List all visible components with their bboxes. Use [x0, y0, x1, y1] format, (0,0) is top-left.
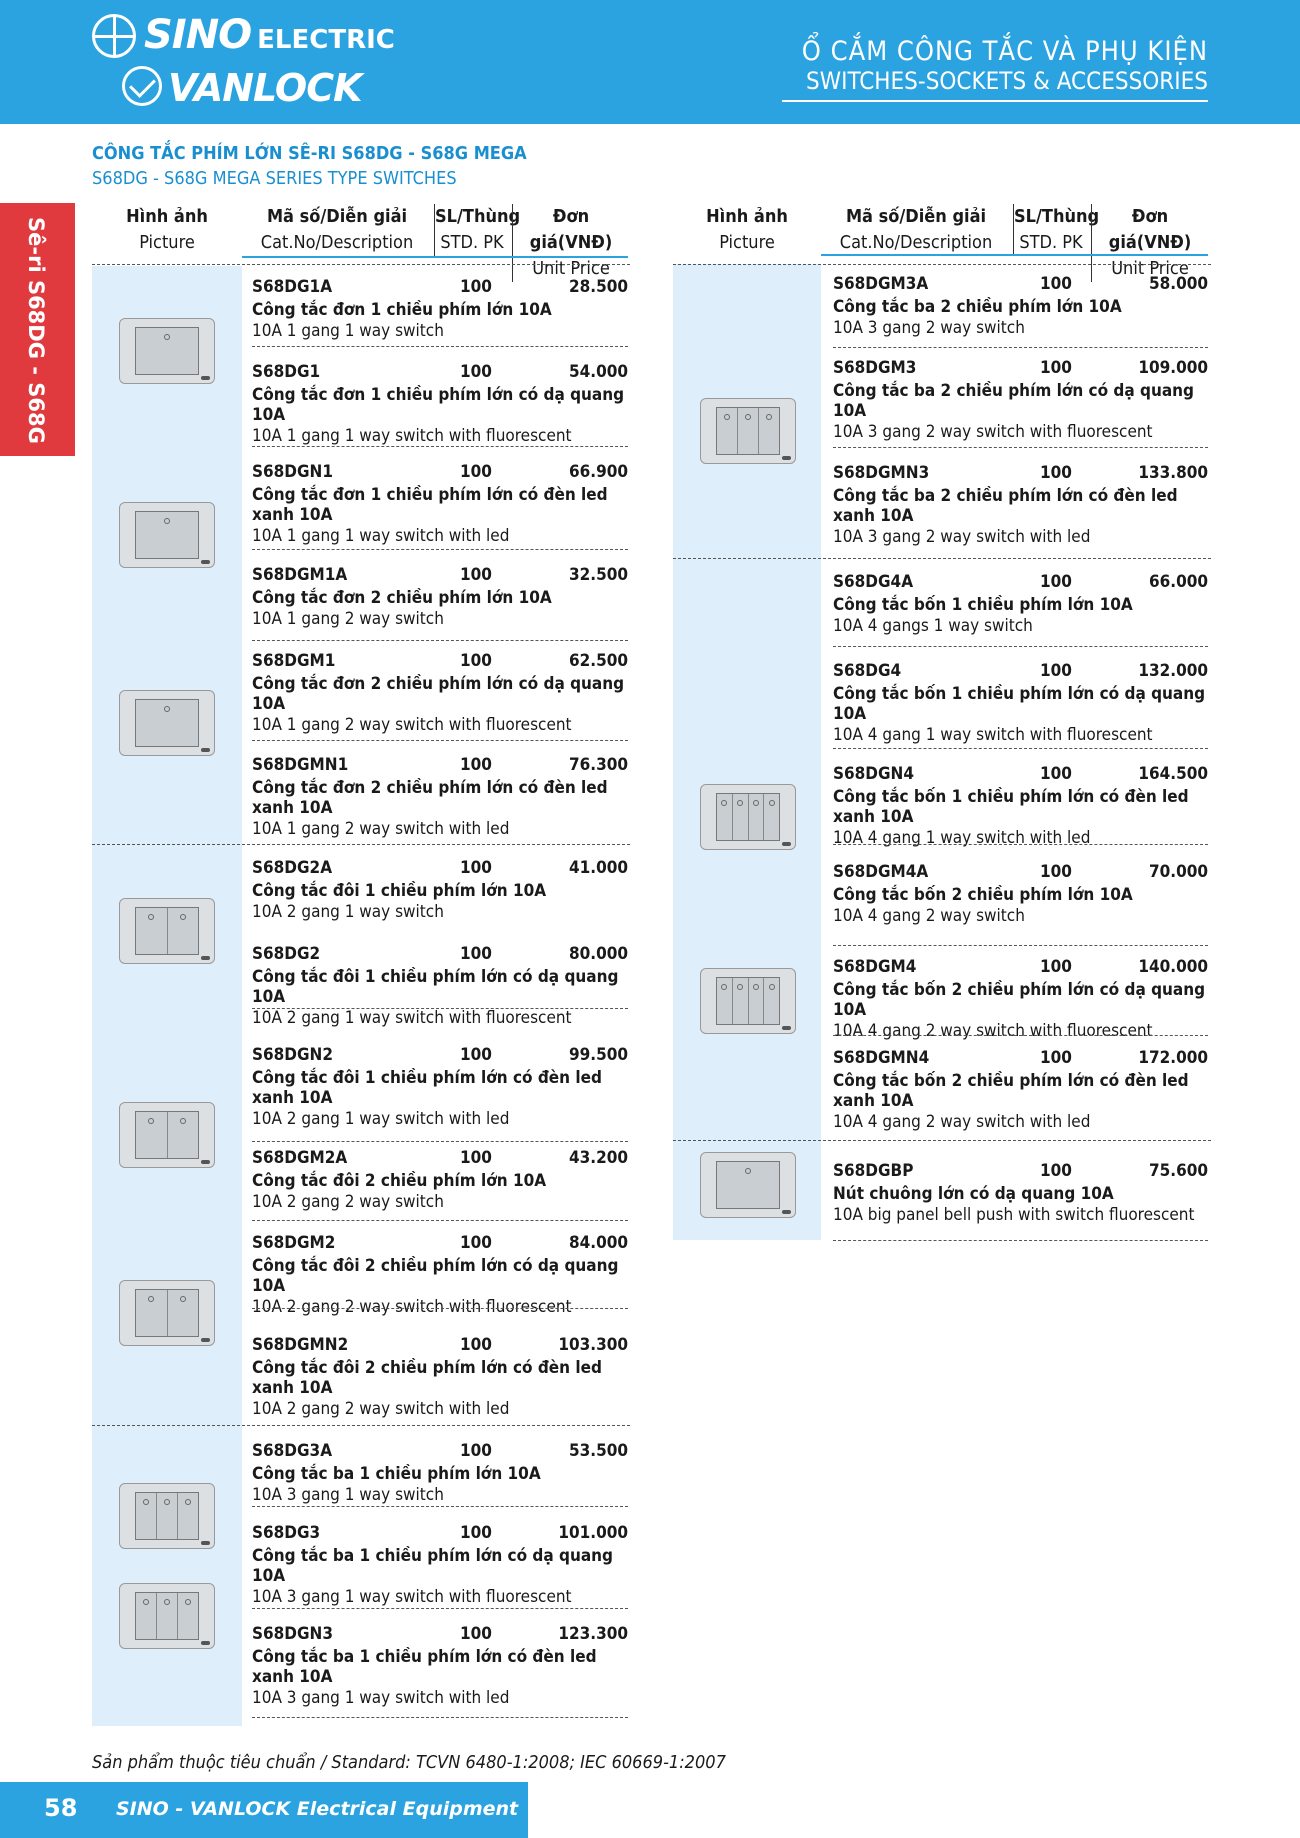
product-name-en: 10A 2 gang 1 way switch with led — [252, 1109, 510, 1129]
switch-picture — [119, 1280, 215, 1346]
product-item — [252, 277, 628, 367]
product-code: S68DGM4 — [833, 957, 917, 977]
page-number: 58 — [44, 1794, 78, 1822]
product-item — [252, 462, 628, 552]
product-code: S68DGN3 — [252, 1624, 333, 1644]
switch-key — [168, 1112, 199, 1158]
section-title — [92, 143, 527, 189]
row-divider — [252, 640, 628, 641]
col-price: Đơn giá(VNĐ) Unit Price — [1091, 204, 1208, 282]
product-qty: 100 — [460, 1148, 492, 1168]
switch-key — [178, 1493, 198, 1539]
switch-key — [157, 1593, 178, 1639]
row-divider — [673, 558, 1211, 559]
product-price: 164.500 — [1138, 764, 1208, 784]
product-name-en: 10A 4 gang 2 way switch with fluorescent — [833, 1021, 1153, 1041]
product-name-vn: Công tắc bốn 1 chiều phím lớn 10A — [833, 595, 1133, 615]
brand-mark-icon — [782, 456, 791, 460]
product-item — [833, 862, 1208, 952]
switch-key — [136, 1493, 157, 1539]
product-price: 172.000 — [1138, 1048, 1208, 1068]
switch-picture — [119, 318, 215, 384]
product-name-vn: Công tắc đôi 1 chiều phím lớn 10A — [252, 881, 547, 901]
product-name-en: 10A 4 gang 2 way switch — [833, 906, 1025, 926]
product-price: 80.000 — [568, 944, 628, 964]
product-item — [252, 1335, 628, 1425]
product-item — [252, 1441, 628, 1531]
row-divider — [252, 549, 628, 550]
col-description: Mã số/Diễn giải Cat.No/Description — [839, 206, 993, 253]
product-item — [833, 463, 1208, 553]
product-name-vn: Công tắc bốn 1 chiều phím lớn có đèn led xanh 10A — [833, 787, 1189, 827]
col-description: Mã số/Diễn giải Cat.No/Description — [260, 206, 414, 253]
product-name-en: 10A 4 gangs 1 way switch — [833, 616, 1033, 636]
product-price: 123.300 — [558, 1624, 628, 1644]
product-code: S68DG1A — [252, 277, 333, 297]
brand-mark-icon — [201, 376, 210, 380]
product-item — [833, 572, 1208, 662]
product-name-vn: Công tắc đơn 1 chiều phím lớn 10A — [252, 300, 552, 320]
product-name-en: 10A 3 gang 2 way switch — [833, 318, 1025, 338]
product-code: S68DG3 — [252, 1523, 321, 1543]
row-divider — [833, 748, 1208, 749]
switch-key — [764, 978, 779, 1024]
product-item — [833, 661, 1208, 751]
row-divider — [252, 1220, 628, 1221]
product-name-vn: Công tắc bốn 2 chiều phím lớn có dạ quang 10A — [833, 980, 1206, 1020]
row-divider — [252, 1717, 628, 1718]
switch-picture — [700, 784, 796, 850]
row-divider — [92, 1425, 630, 1426]
product-name-en: 10A 3 gang 1 way switch with fluorescent — [252, 1587, 572, 1607]
product-code: S68DGMN4 — [833, 1048, 930, 1068]
product-code: S68DG4 — [833, 661, 902, 681]
product-item — [833, 274, 1208, 364]
catalog-title-en: SWITCHES-SOCKETS & ACCESSORIES — [806, 67, 1208, 95]
switch-key — [136, 908, 168, 954]
switch-picture — [119, 1483, 215, 1549]
product-code: S68DG1 — [252, 362, 321, 382]
product-price: 75.600 — [1148, 1161, 1208, 1181]
product-name-en: 10A 2 gang 2 way switch with fluorescent — [252, 1297, 572, 1317]
product-name-en: 10A 2 gang 2 way switch — [252, 1192, 444, 1212]
product-qty: 100 — [460, 1441, 492, 1461]
switch-key — [136, 512, 198, 558]
row-divider — [252, 1506, 628, 1507]
product-code: S68DG2 — [252, 944, 321, 964]
col-qty: SL/Thùng STD. PK — [434, 204, 509, 256]
product-qty: 100 — [460, 1523, 492, 1543]
product-qty: 100 — [460, 858, 492, 878]
product-price: 62.500 — [568, 651, 628, 671]
product-item — [252, 1233, 628, 1323]
product-name-vn: Công tắc đơn 2 chiều phím lớn có đèn led xanh 10A — [252, 778, 608, 818]
product-qty: 100 — [1040, 1048, 1072, 1068]
product-qty: 100 — [460, 362, 492, 382]
switch-key — [168, 1290, 199, 1336]
switch-picture — [119, 898, 215, 964]
switch-picture — [700, 968, 796, 1034]
switch-key — [749, 794, 765, 840]
switch-key — [759, 408, 779, 454]
series-side-tab-label: Sê-ri S68DG - S68G — [24, 217, 48, 444]
product-name-en: 10A 4 gang 2 way switch with led — [833, 1112, 1091, 1132]
product-code: S68DGM3 — [833, 358, 917, 378]
header-divider-left — [92, 264, 630, 265]
product-item — [252, 1045, 628, 1135]
switch-key — [733, 978, 749, 1024]
product-price: 99.500 — [568, 1045, 628, 1065]
product-price: 133.800 — [1138, 463, 1208, 483]
product-price: 43.200 — [568, 1148, 628, 1168]
product-item — [833, 764, 1208, 854]
vanlock-emblem-icon — [122, 66, 162, 106]
switch-key — [749, 978, 765, 1024]
product-name-vn: Công tắc ba 2 chiều phím lớn có dạ quang 10A — [833, 381, 1195, 421]
product-name-vn: Công tắc đơn 2 chiều phím lớn 10A — [252, 588, 552, 608]
product-name-en: 10A 1 gang 2 way switch with fluorescent — [252, 715, 572, 735]
product-item — [833, 957, 1208, 1047]
switch-key — [136, 1112, 168, 1158]
product-price: 140.000 — [1138, 957, 1208, 977]
brand-mark-icon — [782, 1026, 791, 1030]
switch-key — [733, 794, 749, 840]
col-picture: Hình ảnh Picture — [706, 206, 788, 253]
product-qty: 100 — [1040, 463, 1072, 483]
product-qty: 100 — [1040, 572, 1072, 592]
row-divider — [252, 446, 628, 447]
product-code: S68DGM4A — [833, 862, 929, 882]
product-item — [252, 1523, 628, 1613]
switch-key — [136, 1593, 157, 1639]
catalog-title-vn: Ổ CẮM CÔNG TẮC VÀ PHỤ KIỆN — [801, 36, 1208, 67]
col-price: Đơn giá(VNĐ) Unit Price — [512, 204, 629, 282]
product-price: 28.500 — [568, 277, 628, 297]
product-qty: 100 — [460, 651, 492, 671]
product-name-vn: Công tắc đơn 1 chiều phím lớn có đèn led xanh 10A — [252, 485, 608, 525]
switch-key — [717, 794, 733, 840]
product-code: S68DG4A — [833, 572, 914, 592]
brand-mark-icon — [201, 1160, 210, 1164]
product-price: 66.900 — [568, 462, 628, 482]
row-divider — [92, 844, 630, 845]
switch-key — [717, 1162, 779, 1208]
product-price: 132.000 — [1138, 661, 1208, 681]
row-divider — [252, 1141, 628, 1142]
product-code: S68DGM1A — [252, 565, 348, 585]
page-header — [0, 0, 1300, 124]
product-item — [252, 362, 628, 452]
product-name-en: 10A 1 gang 2 way switch — [252, 609, 444, 629]
product-item — [252, 858, 628, 948]
product-qty: 100 — [1040, 358, 1072, 378]
brand-mark-icon — [201, 1641, 210, 1645]
series-side-tab — [0, 203, 75, 456]
header-divider-right — [673, 264, 1211, 265]
row-divider — [833, 1240, 1208, 1241]
brand-mark-icon — [201, 560, 210, 564]
product-name-vn: Công tắc ba 1 chiều phím lớn có dạ quang 10A — [252, 1546, 614, 1586]
product-qty: 100 — [1040, 274, 1072, 294]
product-price: 76.300 — [568, 755, 628, 775]
product-name-en: 10A 2 gang 1 way switch with fluorescent — [252, 1008, 572, 1028]
product-qty: 100 — [460, 1045, 492, 1065]
product-item — [252, 1148, 628, 1238]
product-qty: 100 — [1040, 661, 1072, 681]
page-footer — [0, 1782, 528, 1838]
product-item — [833, 358, 1208, 448]
switch-key — [168, 908, 199, 954]
product-name-vn: Công tắc đôi 2 chiều phím lớn có dạ quang 10A — [252, 1256, 619, 1296]
product-price: 70.000 — [1148, 862, 1208, 882]
row-divider — [833, 1035, 1208, 1036]
switch-picture — [700, 1152, 796, 1218]
product-name-vn: Công tắc đơn 1 chiều phím lớn có dạ quang 10A — [252, 385, 625, 425]
product-code: S68DGMN3 — [833, 463, 930, 483]
product-name-en: 10A 4 gang 1 way switch with led — [833, 828, 1091, 848]
product-name-vn: Công tắc đơn 2 chiều phím lớn có dạ quang 10A — [252, 674, 625, 714]
switch-key — [136, 700, 198, 746]
product-name-vn: Công tắc bốn 2 chiều phím lớn có đèn led xanh 10A — [833, 1071, 1189, 1111]
brand-mark-icon — [201, 1338, 210, 1342]
switch-key — [157, 1493, 178, 1539]
product-name-vn: Công tắc đôi 2 chiều phím lớn 10A — [252, 1171, 547, 1191]
product-qty: 100 — [1040, 957, 1072, 977]
product-item — [252, 1624, 628, 1714]
product-name-en: 10A 3 gang 2 way switch with fluorescent — [833, 422, 1153, 442]
brand-mark-icon — [782, 842, 791, 846]
product-qty: 100 — [1040, 862, 1072, 882]
product-code: S68DGM2 — [252, 1233, 336, 1253]
product-code: S68DGN1 — [252, 462, 333, 482]
row-divider — [252, 740, 628, 741]
footer-brand: SINO - VANLOCK Electrical Equipment — [116, 1798, 519, 1820]
header-underline-right — [821, 254, 1208, 256]
product-name-en: 10A 1 gang 1 way switch — [252, 321, 444, 341]
product-qty: 100 — [460, 277, 492, 297]
product-item — [252, 755, 628, 845]
standard-note: Sản phẩm thuộc tiêu chuẩn / Standard: TCVN 6480-1:2008; IEC 60669-1:2007 — [92, 1752, 726, 1773]
product-item — [833, 1048, 1208, 1138]
product-name-vn: Nút chuông lớn có dạ quang 10A — [833, 1184, 1114, 1204]
product-name-en: 10A 1 gang 1 way switch with fluorescent — [252, 426, 572, 446]
product-price: 41.000 — [568, 858, 628, 878]
product-qty: 100 — [460, 1335, 492, 1355]
product-name-vn: Công tắc đôi 1 chiều phím lớn có dạ quang 10A — [252, 967, 619, 1007]
product-code: S68DGM3A — [833, 274, 929, 294]
row-divider — [833, 646, 1208, 647]
product-price: 32.500 — [568, 565, 628, 585]
product-name-vn: Công tắc ba 1 chiều phím lớn có đèn led xanh 10A — [252, 1647, 597, 1687]
switch-picture — [119, 1102, 215, 1168]
switch-key — [717, 408, 738, 454]
row-divider — [252, 1008, 628, 1009]
product-price: 101.000 — [558, 1523, 628, 1543]
product-name-en: 10A 3 gang 1 way switch with led — [252, 1688, 510, 1708]
product-qty: 100 — [460, 1233, 492, 1253]
product-price: 58.000 — [1148, 274, 1208, 294]
brand-logo — [92, 10, 395, 118]
product-name-vn: Công tắc bốn 1 chiều phím lớn có dạ quang 10A — [833, 684, 1206, 724]
row-divider — [252, 1608, 628, 1609]
brand-mark-icon — [201, 956, 210, 960]
switch-key — [764, 794, 779, 840]
product-item — [252, 565, 628, 655]
product-name-en: 10A 1 gang 2 way switch with led — [252, 819, 510, 839]
product-name-en: 10A 3 gang 2 way switch with led — [833, 527, 1091, 547]
col-qty: SL/Thùng STD. PK — [1013, 204, 1088, 256]
column-header-left — [92, 204, 630, 279]
row-divider — [833, 347, 1208, 348]
product-price: 103.300 — [558, 1335, 628, 1355]
product-code: S68DG2A — [252, 858, 333, 878]
globe-icon — [92, 14, 136, 58]
row-divider — [252, 346, 628, 347]
switch-key — [136, 328, 198, 374]
product-name-en: 10A 4 gang 1 way switch with fluorescent — [833, 725, 1153, 745]
product-name-vn: Công tắc ba 2 chiều phím lớn 10A — [833, 297, 1122, 317]
product-name-vn: Công tắc bốn 2 chiều phím lớn 10A — [833, 885, 1133, 905]
product-qty: 100 — [460, 1624, 492, 1644]
product-qty: 100 — [460, 944, 492, 964]
catalog-title — [802, 36, 1208, 95]
brand-mark-icon — [201, 1541, 210, 1545]
product-price: 84.000 — [568, 1233, 628, 1253]
brand-mark-icon — [201, 748, 210, 752]
product-item — [252, 651, 628, 741]
switch-picture — [700, 398, 796, 464]
product-name-vn: Công tắc ba 2 chiều phím lớn có đèn led xanh 10A — [833, 486, 1178, 526]
header-underline-left — [242, 256, 628, 258]
product-price: 53.500 — [568, 1441, 628, 1461]
product-item — [252, 944, 628, 1034]
brand-vanlock: VANLOCK — [168, 66, 362, 110]
header-rule — [782, 100, 1208, 102]
row-divider — [833, 945, 1208, 946]
row-divider — [673, 1140, 1211, 1141]
product-code: S68DGMN1 — [252, 755, 349, 775]
product-name-en: 10A 2 gang 1 way switch — [252, 902, 444, 922]
product-code: S68DGN4 — [833, 764, 914, 784]
row-divider — [252, 1308, 628, 1309]
product-name-en: 10A 2 gang 2 way switch with led — [252, 1399, 510, 1419]
product-code: S68DGM1 — [252, 651, 336, 671]
product-qty: 100 — [1040, 1161, 1072, 1181]
switch-key — [717, 978, 733, 1024]
product-price: 54.000 — [568, 362, 628, 382]
switch-picture — [119, 1583, 215, 1649]
switch-key — [136, 1290, 168, 1336]
product-name-en: 10A big panel bell push with switch fluorescent — [833, 1205, 1195, 1225]
product-code: S68DGMN2 — [252, 1335, 349, 1355]
product-name-en: 10A 1 gang 1 way switch with led — [252, 526, 510, 546]
product-code: S68DG3A — [252, 1441, 333, 1461]
product-item — [833, 1161, 1208, 1251]
product-code: S68DGN2 — [252, 1045, 333, 1065]
product-name-vn: Công tắc đôi 1 chiều phím lớn có đèn led xanh 10A — [252, 1068, 602, 1108]
product-qty: 100 — [460, 755, 492, 775]
switch-key — [738, 408, 759, 454]
product-qty: 100 — [460, 565, 492, 585]
col-picture: Hình ảnh Picture — [126, 206, 208, 253]
brand-sino: SINO ELECTRIC — [144, 12, 395, 58]
row-divider — [833, 447, 1208, 448]
product-name-en: 10A 3 gang 1 way switch — [252, 1485, 444, 1505]
product-price: 66.000 — [1148, 572, 1208, 592]
product-qty: 100 — [460, 462, 492, 482]
brand-mark-icon — [782, 1210, 791, 1214]
switch-key — [178, 1593, 198, 1639]
row-divider — [833, 844, 1208, 845]
product-qty: 100 — [1040, 764, 1072, 784]
product-code: S68DGM2A — [252, 1148, 348, 1168]
switch-picture — [119, 502, 215, 568]
product-code: S68DGBP — [833, 1161, 914, 1181]
section-title-en: S68DG - S68G MEGA SERIES TYPE SWITCHES — [92, 168, 457, 189]
switch-picture — [119, 690, 215, 756]
product-price: 109.000 — [1138, 358, 1208, 378]
product-name-vn: Công tắc đôi 2 chiều phím lớn có đèn led xanh 10A — [252, 1358, 602, 1398]
product-name-vn: Công tắc ba 1 chiều phím lớn 10A — [252, 1464, 541, 1484]
section-title-vn: CÔNG TẮC PHÍM LỚN SÊ-RI S68DG - S68G MEGA — [92, 143, 527, 164]
